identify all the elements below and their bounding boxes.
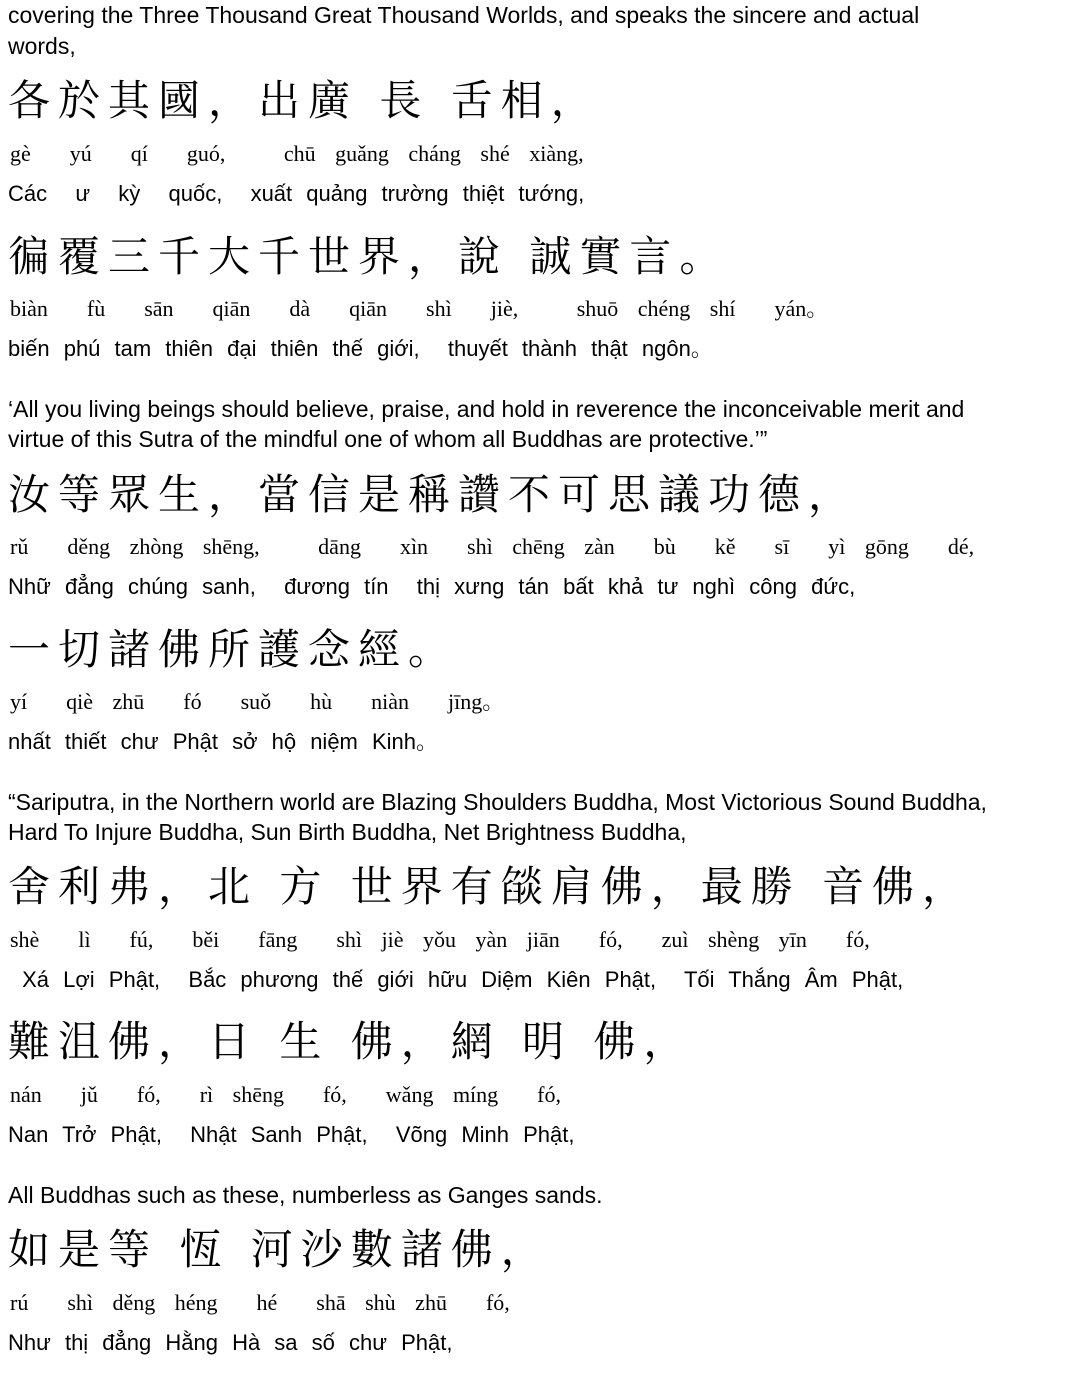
chinese-verse-line: 各於其國，出廣 長 舌相， <box>8 76 601 125</box>
english-text-line: ‘All you living beings should believe, praise, and hold in reverence the inconceivable merit and <box>8 396 965 422</box>
chinese-verse-line: 徧覆三千大千世界，說 誠實言。 <box>8 232 730 281</box>
vietnamese-line: Nhữ đẳng chúng sanh, đương tín thị xưng tán bất khả tư nghì công đức, <box>8 574 856 599</box>
pinyin-line: shè lì fú, běi fāng shì jiè yǒu yàn jiān fó, zuì shèng yīn fó, <box>10 927 870 952</box>
chinese-verse-line: 一切諸佛所護念經。 <box>8 625 459 674</box>
chinese-verse-line: 難沮佛，日 生 佛，網 明 佛， <box>8 1017 694 1066</box>
chinese-verse-line: 舍利弗，北 方 世界有燄肩佛，最勝 音佛， <box>8 862 973 911</box>
vietnamese-line: nhất thiết chư Phật sở hộ niệm Kinh。 <box>8 729 439 754</box>
pinyin-line: rǔ děng zhòng shēng, dāng xìn shì chēng zàn bù kě sī yì gōng dé, <box>10 534 975 559</box>
pinyin-line: gè yú qí guó, chū guǎng cháng shé xiàng, <box>10 141 584 166</box>
chinese-verse-line: 如是等 恆 河沙數諸佛， <box>8 1225 551 1274</box>
pinyin-line: yí qiè zhū fó suǒ hù niàn jīng。 <box>10 689 505 714</box>
english-text-line: Hard To Injure Buddha, Sun Birth Buddha, Net Brightness Buddha, <box>8 819 687 845</box>
vietnamese-line: Như thị đẳng Hằng Hà sa số chư Phật, <box>8 1330 453 1355</box>
vietnamese-line: Nan Trở Phật, Nhật Sanh Phật, Võng Minh Phật, <box>8 1122 575 1147</box>
vietnamese-line: Các ư kỳ quốc, xuất quảng trường thiệt tướng, <box>8 181 585 206</box>
vietnamese-line: Xá Lợi Phật, Bắc phương thế giới hữu Diệm Kiên Phật, Tối Thắng Âm Phật, <box>8 967 904 992</box>
vietnamese-line: biến phú tam thiên đại thiên thế giới, thuyết thành thật ngôn。 <box>8 336 713 361</box>
english-text-line: words, <box>8 33 76 59</box>
pinyin-line: nán jǔ fó, rì shēng fó, wǎng míng fó, <box>10 1082 561 1107</box>
english-text-line: “Sariputra, in the Northern world are Blazing Shoulders Buddha, Most Victorious Sound Buddha, <box>8 789 987 815</box>
english-text-line: All Buddhas such as these, numberless as Ganges sands. <box>8 1182 603 1208</box>
pinyin-line: rú shì děng héng hé shā shù zhū fó, <box>10 1290 510 1315</box>
english-text-line: covering the Three Thousand Great Thousand Worlds, and speaks the sincere and actual <box>8 2 920 28</box>
pinyin-line: biàn fù sān qiān dà qiān shì jiè, shuō chéng shí yán。 <box>10 296 829 321</box>
english-text-line: virtue of this Sutra of the mindful one of whom all Buddhas are protective.’” <box>8 426 768 452</box>
chinese-verse-line: 汝等眾生，當信是稱讚不可思議功德， <box>8 470 859 519</box>
